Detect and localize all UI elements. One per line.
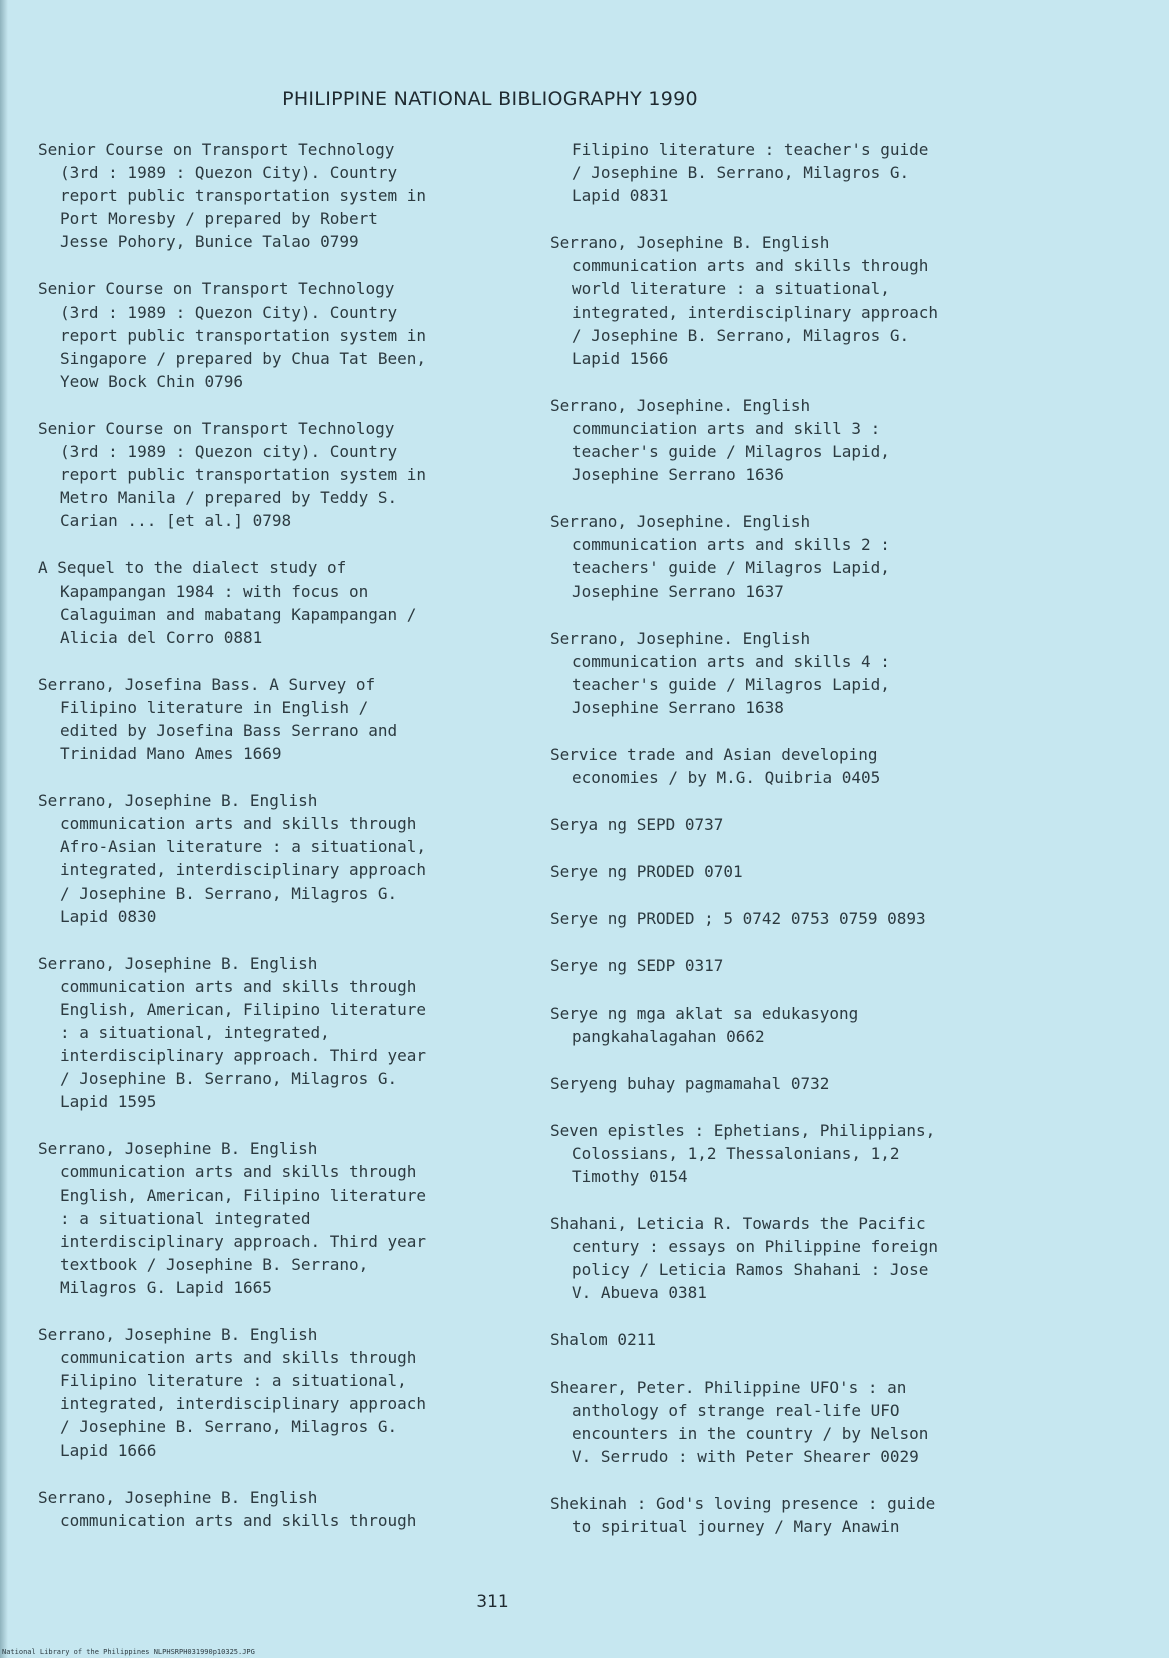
right-column xyxy=(550,138,1030,1562)
list-item: Serrano, Josephine B. English communication arts and skills through xyxy=(38,1487,417,1530)
list-item: Serye ng mga aklat sa edukasyong pangkahalagahan 0662 xyxy=(550,1003,859,1046)
list-item: Serrano, Josephine. English communication arts and skills 2 : teachers' guide / Milagros Lapid, Josephine Serrano 1637 xyxy=(550,512,890,601)
list-item: Serrano, Josephine. English communication arts and skills 4 : teacher's guide / Milagros Lapid, Josephine Serrano 1638 xyxy=(550,628,890,717)
list-item: Serrano, Josephine B. English communication arts and skills through world literature : a situational, integrated, interdisciplinary approach / Josephine B. Serrano, Milagros G. Lapid 1566 xyxy=(550,233,939,368)
list-item: Shekinah : God's loving presence : guide to spiritual journey / Mary Anawin xyxy=(550,1493,936,1537)
scan-credit: National Library of the Philippines NLPHSRPH031990p10325.JPG xyxy=(2,1648,255,1656)
page-title: PHILIPPINE NATIONAL BIBLIOGRAPHY 1990 xyxy=(282,88,698,110)
list-item: Shalom 0211 xyxy=(550,1330,656,1350)
list-item: Shahani, Leticia R. Towards the Pacific century : essays on Philippine foreign policy / Leticia Ramos Shahani : Jose V. Abueva 0381 xyxy=(550,1214,939,1303)
list-item: Serrano, Josephine B. English communication arts and skills through Filipino literature : a situational, integrated, interdisciplinary approach / Josephine B. Serrano, Milagros G. Lapid 1666 xyxy=(38,1325,427,1460)
page-edge xyxy=(0,0,8,1658)
list-item: Service trade and Asian developing economies / by M.G. Quibria 0405 xyxy=(550,744,881,788)
list-item: Serrano, Josephine B. English communication arts and skills through English, American, Filipino literature : a situational, integrated, interdisciplinary approach. Third year / Josephine B. Serrano, Milagros G. Lapid 1595 xyxy=(38,953,427,1112)
list-item: Seven epistles : Ephetians, Philippians, Colossians, 1,2 Thessalonians, 1,2 Timothy 0154 xyxy=(550,1120,936,1186)
list-item: Senior Course on Transport Technology (3rd : 1989 : Quezon City). Country report public transportation system in Port Moresby / prepared by Robert Jesse Pohory, Bunice Talao 0799 xyxy=(38,140,427,252)
list-item: Serye ng SEDP 0317 xyxy=(550,956,724,976)
list-item: A Sequel to the dialect study of Kapampangan 1984 : with focus on Calaguiman and mabatang Kapampangan / Alicia del Corro 0881 xyxy=(38,558,417,647)
list-item: Serrano, Josephine B. English communication arts and skills through Afro-Asian literature : a situational, integrated, interdisciplinary approach / Josephine B. Serrano, Milagros G. Lapid 0830 xyxy=(38,791,427,926)
list-item: Serya ng SEPD 0737 xyxy=(550,815,724,835)
list-item: Serrano, Josefina Bass. A Survey of Filipino literature in English / edited by Josefina Bass Serrano and Trinidad Mano Ames 1669 xyxy=(38,674,398,764)
list-item: Serrano, Josephine B. English communication arts and skills through English, American, Filipino literature : a situational integrated interdisciplinary approach. Third year textbook / Josephine B. Serrano, Milagros G. Lapid 1665 xyxy=(38,1139,427,1297)
list-item: Shearer, Peter. Philippine UFO's : an anthology of strange real-life UFO encounters in the country / by Nelson V. Serrudo : with Peter Shearer 0029 xyxy=(550,1377,929,1466)
page-number: 311 xyxy=(476,1592,509,1612)
list-item: Seryeng buhay pagmamahal 0732 xyxy=(550,1073,830,1093)
list-item: Senior Course on Transport Technology (3rd : 1989 : Quezon City). Country report public transportation system in Singapore / prepared by Chua Tat Been, Yeow Bock Chin 0796 xyxy=(38,279,427,391)
list-item-continuation: Filipino literature : teacher's guide / Josephine B. Serrano, Milagros G. Lapid 0831 xyxy=(572,140,929,206)
left-column xyxy=(38,138,518,1556)
list-item: Serye ng PRODED 0701 xyxy=(550,862,743,882)
list-item: Serrano, Josephine. English communciation arts and skill 3 : teacher's guide / Milagros Lapid, Josephine Serrano 1636 xyxy=(550,395,890,485)
list-item: Serye ng PRODED ; 5 0742 0753 0759 0893 xyxy=(550,909,926,929)
list-item: Senior Course on Transport Technology (3rd : 1989 : Quezon city). Country report public transportation system in Metro Manila / prepared by Teddy S. Carian ... [et al.] 0798 xyxy=(38,418,427,531)
